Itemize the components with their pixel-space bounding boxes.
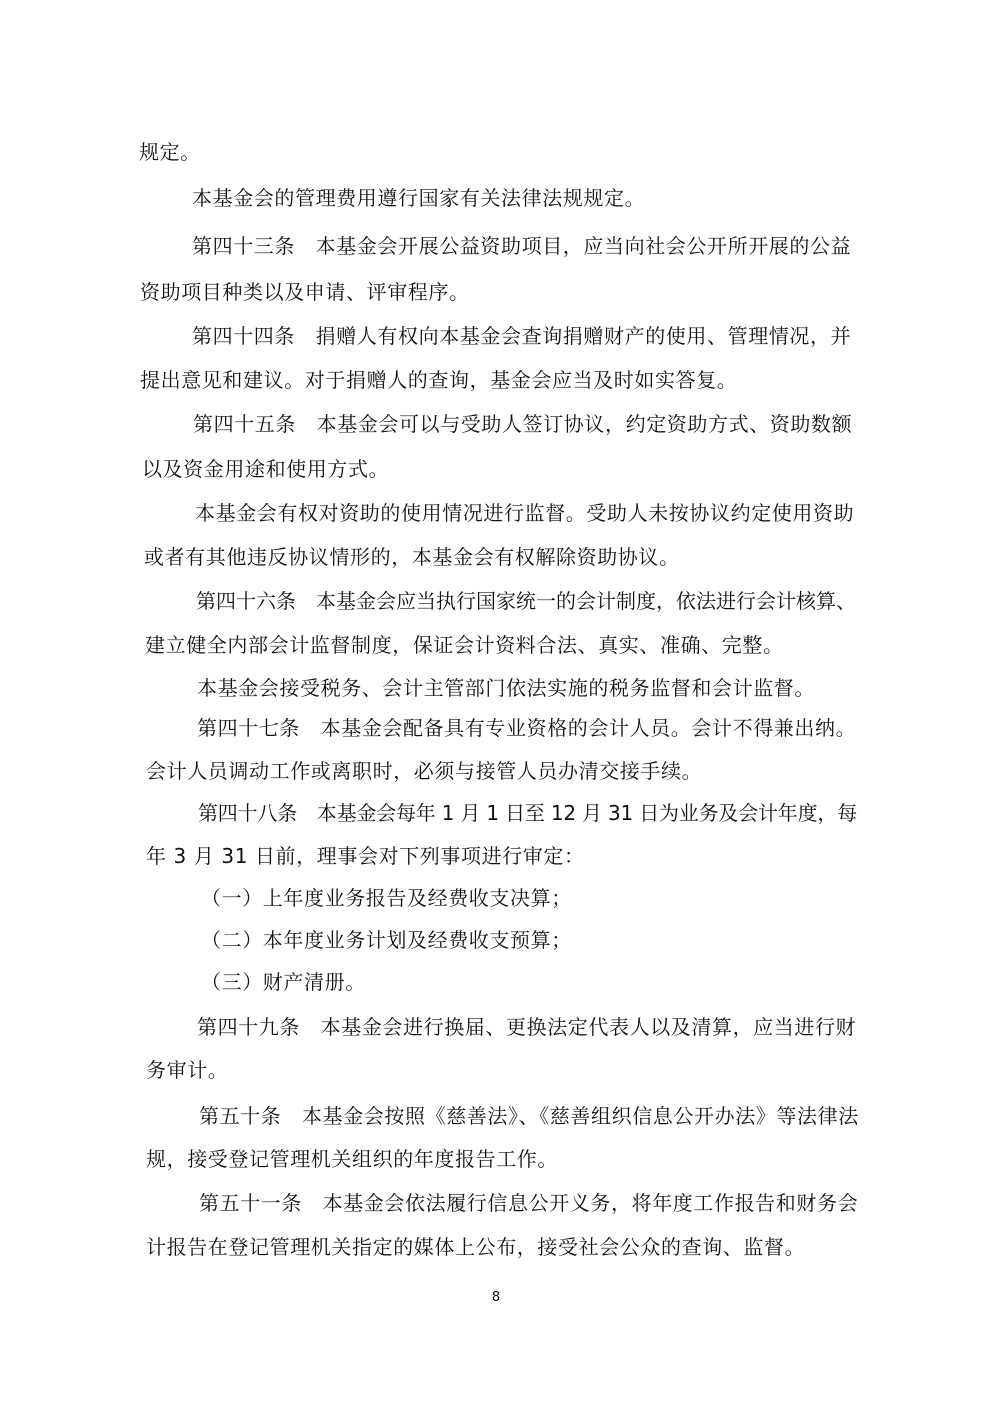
text-line: 务审计。: [146, 1058, 229, 1082]
text-line: 计报告在登记管理机关指定的媒体上公布，接受社会公众的查询、监督。: [146, 1235, 806, 1259]
text-line: 资助项目种类以及申请、评审程序。: [140, 280, 470, 304]
text-line: 或者有其他违反协议情形的，本基金会有权解除资助协议。: [144, 545, 680, 569]
text-line: 以及资金用途和使用方式。: [142, 457, 390, 481]
list-item: （二）本年度业务计划及经费收支预算；: [201, 928, 572, 952]
list-item: （三）财产清册。: [201, 970, 366, 994]
text-line: 本基金会接受税务、会计主管部门依法实施的税务监督和会计监督。: [197, 676, 815, 700]
article-45-line: 第四十五条 本基金会可以与受助人签订协议，约定资助方式、资助数额: [193, 412, 853, 436]
text-line: 规，接受登记管理机关组织的年度报告工作。: [146, 1147, 558, 1171]
article-47-line: 第四十七条 本基金会配备具有专业资格的会计人员。会计不得兼出纳。: [197, 716, 857, 740]
article-48-line: 第四十八条 本基金会每年 1 月 1 日至 12 月 31 日为业务及会计年度，每: [198, 801, 858, 825]
article-50-line: 第五十条 本基金会按照《慈善法》、《慈善组织信息公开办法》等法律法: [199, 1104, 859, 1128]
article-49-line: 第四十九条 本基金会进行换届、更换法定代表人以及清算，应当进行财: [197, 1015, 857, 1039]
text-line: 建立健全内部会计监督制度，保证会计资料合法、真实、准确、完整。: [145, 633, 784, 657]
page-number: 8: [491, 1290, 501, 1305]
text-line: 本基金会有权对资助的使用情况进行监督。受助人未按协议约定使用资助: [195, 501, 855, 525]
text-line: 规定。: [139, 140, 201, 164]
article-43-line: 第四十三条 本基金会开展公益资助项目，应当向社会公开所开展的公益: [192, 234, 852, 258]
text-line: 提出意见和建议。对于捐赠人的查询，基金会应当及时如实答复。: [140, 368, 738, 392]
text-line: 本基金会的管理费用遵行国家有关法律法规规定。: [192, 186, 646, 210]
article-46-line: 第四十六条 本基金会应当执行国家统一的会计制度，依法进行会计核算、: [196, 589, 856, 613]
text-line: 会计人员调动工作或离职时，必须与接管人员办清交接手续。: [146, 759, 703, 783]
article-44-line: 第四十四条 捐赠人有权向本基金会查询捐赠财产的使用、管理情况，并: [192, 324, 852, 348]
article-51-line: 第五十一条 本基金会依法履行信息公开义务，将年度工作报告和财务会: [199, 1191, 859, 1215]
list-item: （一）上年度业务报告及经费收支决算；: [201, 886, 572, 910]
text-line: 年 3 月 31 日前，理事会对下列事项进行审定：: [146, 844, 585, 868]
